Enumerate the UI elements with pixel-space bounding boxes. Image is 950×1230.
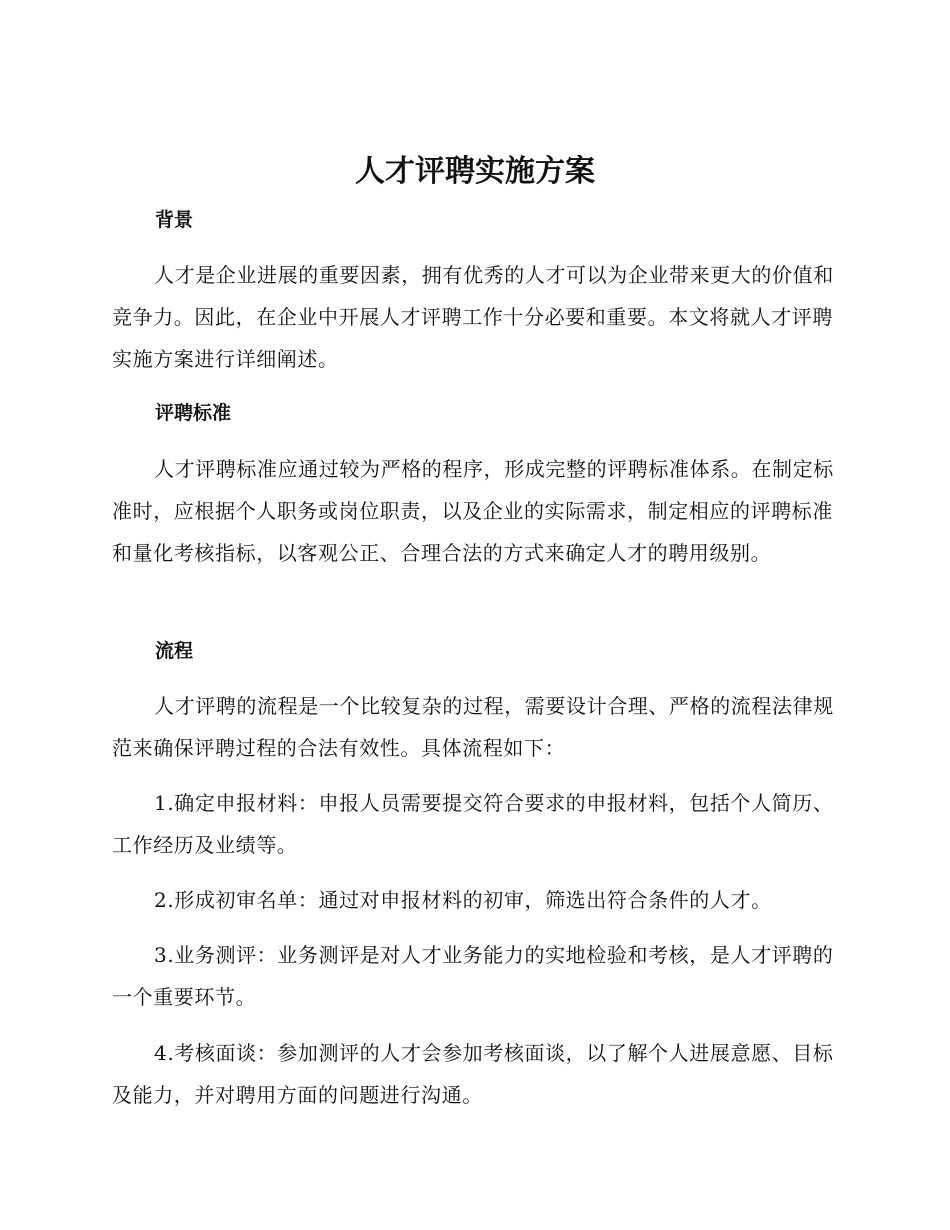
paragraph-process-step-2: 2.形成初审名单：通过对申报材料的初审，筛选出符合条件的人才。 [154, 888, 772, 912]
document-title: 人才评聘实施方案 [355, 154, 595, 189]
section-heading-criteria: 评聘标准 [155, 402, 232, 424]
section-heading-background: 背景 [155, 209, 194, 231]
section-heading-process: 流程 [155, 640, 194, 662]
paragraph-process-step-1: 1.确定申报材料：申报人员需要提交符合要求的申报材料，包括个人简历、工作经历及业绩等。 [112, 791, 834, 857]
paragraph-criteria: 人才评聘标准应通过较为严格的程序，形成完整的评聘标准体系。在制定标准时，应根据个人职务或岗位职责，以及企业的实际需求，制定相应的评聘标准和量化考核指标，以客观公正、合理合法的方式来确定人才的聘用级别。 [112, 457, 834, 565]
paragraph-process-step-3: 3.业务测评：业务测评是对人才业务能力的实地检验和考核，是人才评聘的一个重要环节。 [112, 943, 834, 1009]
paragraph-process-intro: 人才评聘的流程是一个比较复杂的过程，需要设计合理、严格的流程法律规范来确保评聘过程的合法有效性。具体流程如下： [112, 694, 834, 760]
paragraph-background: 人才是企业进展的重要因素，拥有优秀的人才可以为企业带来更大的价值和竞争力。因此，在企业中开展人才评聘工作十分必要和重要。本文将就人才评聘实施方案进行详细阐述。 [112, 263, 834, 371]
paragraph-process-step-4: 4.考核面谈：参加测评的人才会参加考核面谈，以了解个人进展意愿、目标及能力，并对聘用方面的问题进行沟通。 [112, 1041, 834, 1107]
